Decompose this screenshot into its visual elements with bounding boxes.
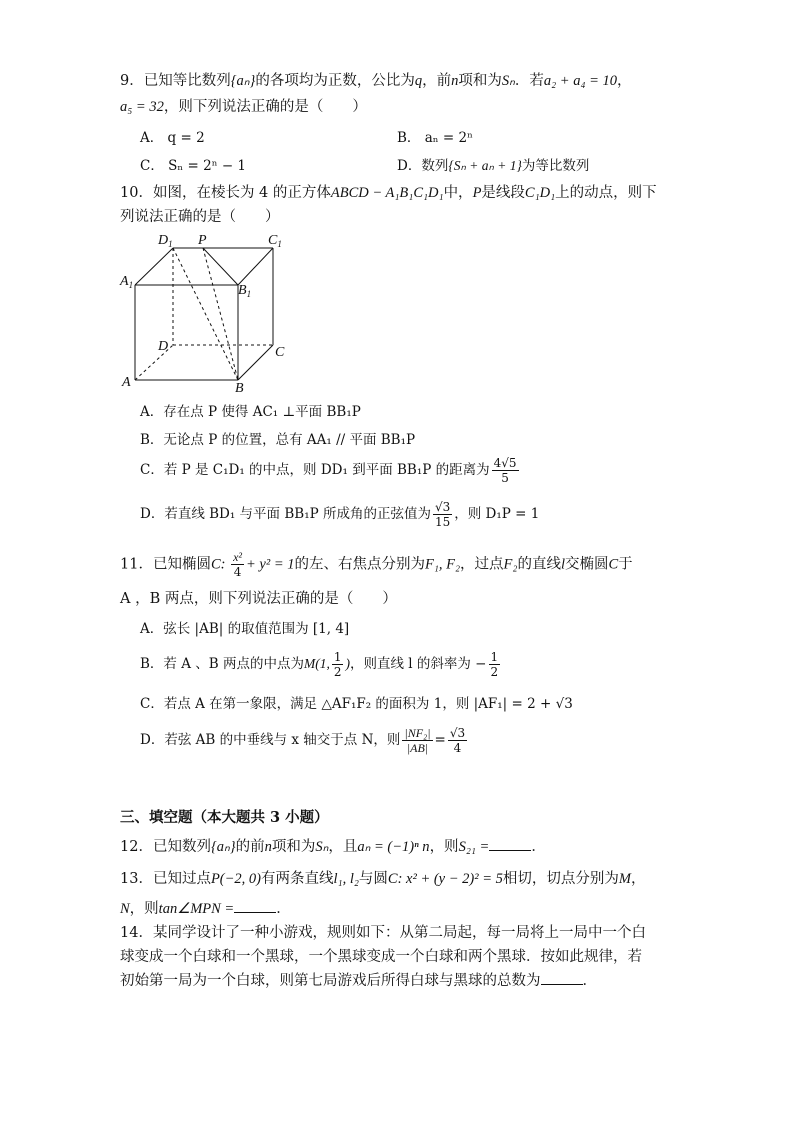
answer-blank-14[interactable]: [541, 972, 583, 985]
q11-stem-line2: A ，B 两点，则下列说法正确的是（ ）: [120, 591, 397, 607]
q11-option-d: D．若弦 AB 的中垂线与 x 轴交于点 N，则 $\frac{\text{|NF₂|}}{|AB|}$ = $\frac{√3}{4}$: [140, 726, 466, 755]
q9-stem-line1: 9．已知等比数列{aₙ}的各项均为正数，公比为q，前n项和为Sₙ．若a₂ + a₄ = 10，: [120, 73, 632, 89]
label-d: D: [158, 339, 169, 354]
q10-option-c: C．若 P 是 C₁D₁ 的中点，则 DD₁ 到平面 BB₁P 的距离为 $\frac{4√5}{5}$: [140, 456, 517, 485]
label-c: C: [275, 345, 285, 360]
label-b: B: [235, 381, 244, 393]
q9-stem-line2: a₅ = 32，则下列说法正确的是（ ）: [120, 99, 367, 115]
q9-option-b: B． aₙ = 2ⁿ: [397, 130, 473, 146]
q10-option-a: A．存在点 P 使得 AC₁ ⊥平面 BB₁P: [140, 404, 361, 420]
label-p: P: [198, 233, 207, 248]
label-a: A: [122, 375, 131, 390]
label-d1: $D_1$: [158, 233, 173, 249]
q12-stem: 12．已知数列{aₙ}的前n项和为Sₙ，且aₙ = (−1)ⁿ n，则S₂₁ = ．: [120, 839, 546, 855]
section-title: 三、填空题（本大题共 3 小题）: [120, 809, 329, 826]
q10-stem-line1: 10．如图，在棱长为 4 的正方体ABCD − A₁B₁C₁D₁中，P是线段C₁D₁上的动点，则下: [120, 185, 657, 201]
q11-option-b: B．若 A 、B 两点的中点为M(1, $\frac{1}{2}$ )，则直线 l 的斜率为 − $\frac{1}{2}$: [140, 650, 499, 679]
label-b1: $B_1$: [238, 283, 252, 299]
answer-blank-13[interactable]: [234, 900, 276, 913]
q11-option-a: A．弦长 |AB| 的取值范围为 [1, 4]: [140, 621, 350, 637]
q9-option-d: D．数列{Sₙ + aₙ + 1}为等比数列: [397, 158, 590, 174]
q11-stem-line1: 11．已知椭圆C: $\frac{\text{x²}}{4}$ + y² = 1的左、右焦点分别为F₁, F₂，过点F₂的直线l交椭圆C于: [120, 550, 633, 579]
q11-option-c: C．若点 A 在第一象限，满足 △AF₁F₂ 的面积为 1，则 |AF₁| = 2 + √3: [140, 696, 573, 712]
label-a1: $A_1$: [120, 274, 134, 290]
q14-line2: 球变成一个白球和一个黑球，一个黑球变成一个白球和两个黑球．按如此规律，若: [120, 949, 642, 965]
q13-stem-line1: 13．已知过点P(−2, 0)有两条直线l₁, l₂与圆C: x² + (y − 2)² = 5相切，切点分别为M，: [120, 871, 646, 887]
q9-option-c: C． Sₙ = 2ⁿ − 1: [140, 158, 247, 174]
q10-option-b: B．无论点 P 的位置，总有 AA₁ // 平面 BB₁P: [140, 432, 416, 448]
cube-figure: [118, 228, 293, 393]
q9-option-a: A． q = 2: [140, 130, 205, 146]
label-c1: $C_1$: [268, 233, 282, 249]
q10-stem-line2: 列说法正确的是（ ）: [120, 209, 280, 225]
q14-line3: 初始第一局为一个白球，则第七局游戏后所得白球与黑球的总数为 ．: [120, 973, 597, 989]
answer-blank-12[interactable]: [489, 838, 531, 851]
q13-stem-line2: N，则tan∠MPN = ．: [120, 901, 291, 917]
q10-option-d: D．若直线 BD₁ 与平面 BB₁P 所成角的正弦值为 $\frac{√3}{15}$ ，则 D₁P = 1: [140, 500, 540, 529]
q14-line1: 14．某同学设计了一种小游戏，规则如下：从第二局起，每一局将上一局中一个白: [120, 925, 646, 941]
